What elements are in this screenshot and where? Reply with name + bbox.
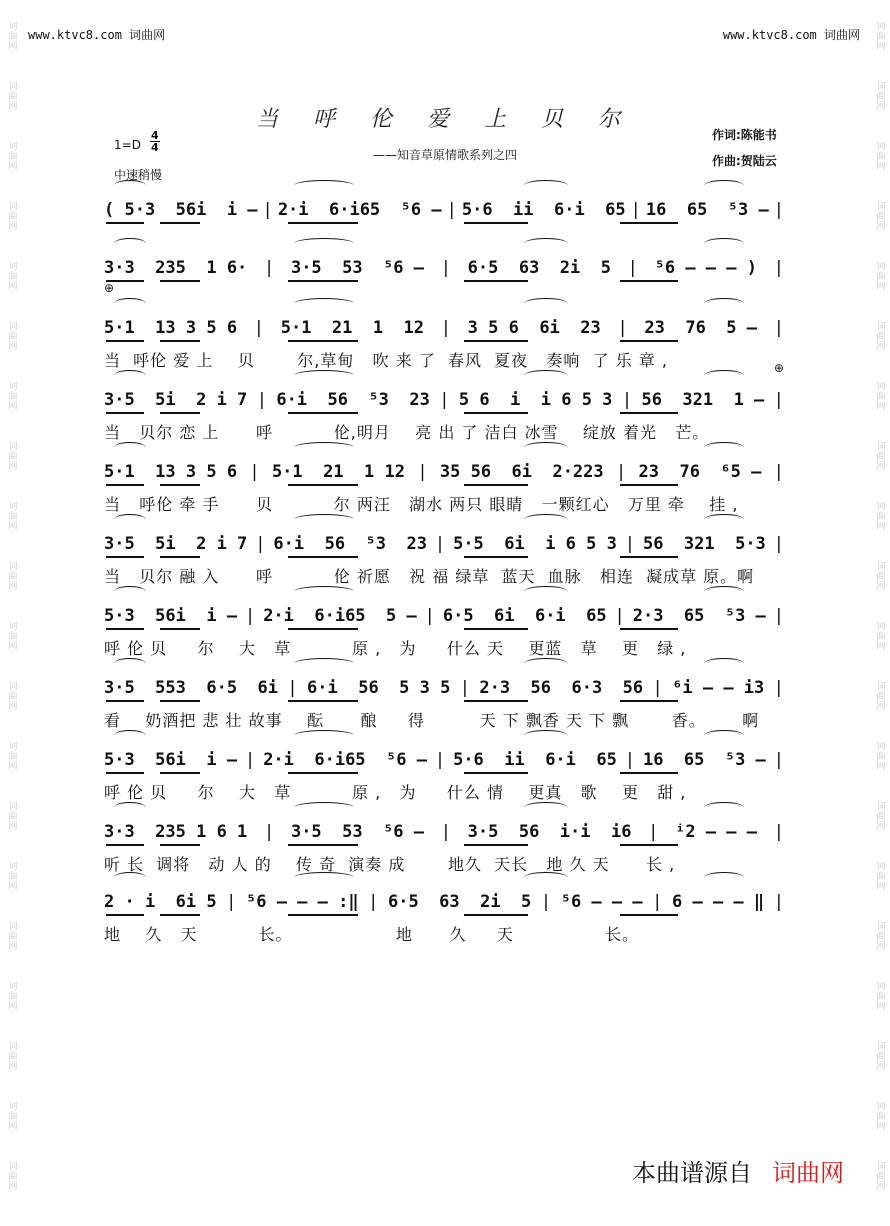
measure: 56 321 1 — <box>641 390 765 410</box>
slur <box>524 298 568 309</box>
measure: 3 5 6 6i 23 <box>467 318 601 338</box>
underline-beam <box>288 914 358 916</box>
notation-line <box>104 376 784 410</box>
underline-beam <box>106 914 144 916</box>
measure: ⁵6 — — — :‖ <box>246 892 359 912</box>
notation-line <box>104 736 784 770</box>
slur <box>114 872 146 883</box>
rhythm-underlines <box>104 914 784 916</box>
underline-beam <box>160 484 200 486</box>
watermark-mark: 词曲网 <box>874 501 885 531</box>
underline-beam <box>160 222 200 224</box>
tempo-marking: 中速稍慢 <box>114 168 163 182</box>
measure: 3·5 5i 2 i 7 <box>104 534 248 554</box>
watermark-mark: 词曲网 <box>874 1161 885 1191</box>
underline-beam <box>464 222 528 224</box>
measure: 6·5 6i 6·i 65 <box>442 606 607 626</box>
barline: | <box>434 534 446 554</box>
measure: 2·i 6·i65 5 — <box>263 606 417 626</box>
watermark-mark: 词曲网 <box>874 201 885 231</box>
barline: | <box>773 318 784 338</box>
underline-beam <box>288 628 358 630</box>
lyrics-line: 呼 伦 贝 尔 大 草 原 , 为 什么 天 更蓝 草 更 绿 , <box>104 639 687 658</box>
barline: | <box>624 534 636 554</box>
underline-beam <box>620 556 678 558</box>
watermark-mark: 词曲网 <box>6 1161 17 1191</box>
site-header-left[interactable]: www.ktvc8.com 词曲网 <box>28 28 166 42</box>
watermark-mark: 词曲网 <box>6 501 17 531</box>
barline: | <box>773 390 784 410</box>
barline: | <box>245 750 256 770</box>
barline: | <box>630 200 641 220</box>
underline-beam <box>620 628 678 630</box>
underline-beam <box>106 700 144 702</box>
barline: | <box>773 678 784 698</box>
measure: 16 65 ⁵3 — <box>642 750 766 770</box>
watermark-mark: 词曲网 <box>6 1101 17 1131</box>
watermark-mark: 词曲网 <box>874 921 885 951</box>
slur <box>704 730 744 741</box>
slur <box>524 514 568 525</box>
measure: ⁶i — — i3 <box>672 678 765 698</box>
measure: 16 65 ⁵3 — <box>645 200 769 220</box>
barline: | <box>264 258 275 278</box>
time-signature <box>150 130 160 153</box>
slur <box>704 658 744 669</box>
lyrics-line: 当 贝尔 融 入 呼 伦 祈愿 祝 福 绿草 蓝天 血脉 相连 凝成草 原。啊 <box>104 567 755 586</box>
composer-credit: 作曲:贺陆云 <box>712 154 777 168</box>
measure: 2·3 65 ⁵3 — <box>632 606 766 626</box>
watermark-mark: 词曲网 <box>6 261 17 291</box>
slur <box>524 370 568 381</box>
watermark-mark: 词曲网 <box>874 561 885 591</box>
left-watermark-strip <box>0 0 22 1226</box>
barline: | <box>773 200 784 220</box>
slur <box>114 658 146 669</box>
barline: | <box>652 678 663 698</box>
underline-beam <box>106 556 144 558</box>
underline-beam <box>288 484 358 486</box>
measure: 5·6 ii 6·i 65 <box>461 200 626 220</box>
slur <box>704 298 744 309</box>
slur <box>524 238 568 249</box>
rhythm-underlines <box>104 340 784 342</box>
barline: | <box>773 462 784 482</box>
slur <box>704 872 744 883</box>
underline-beam <box>288 772 358 774</box>
slur <box>524 442 568 453</box>
slur <box>114 180 146 191</box>
barline: | <box>648 822 659 842</box>
underline-beam <box>106 844 144 846</box>
barline: | <box>446 200 457 220</box>
underline-beam <box>160 844 200 846</box>
notation-line <box>104 520 784 554</box>
slur <box>114 238 146 249</box>
barline: | <box>368 892 379 912</box>
measure: ⁵6 — — — ) <box>654 258 757 278</box>
slur <box>524 586 568 597</box>
watermark-mark: 词曲网 <box>6 741 17 771</box>
underline-beam <box>106 772 144 774</box>
slur <box>114 514 146 525</box>
watermark-mark: 词曲网 <box>874 621 885 651</box>
slur <box>704 180 744 191</box>
underline-beam <box>464 484 528 486</box>
right-watermark-strip <box>868 0 890 1226</box>
slur <box>294 180 354 191</box>
measure: 6·i 56 5 3 5 <box>307 678 451 698</box>
underline-beam <box>288 700 358 702</box>
underline-beam <box>464 628 528 630</box>
measure: 3·5 5i 2 i 7 <box>104 390 248 410</box>
lyrics-line: 地 久 天 长。 地 久 天 长。 <box>104 925 640 944</box>
underline-beam <box>160 628 200 630</box>
barline: | <box>614 606 625 626</box>
footer-brand[interactable]: 词曲网 <box>772 1159 844 1187</box>
barline: | <box>773 534 784 554</box>
measure: ( 5·3 56i i — <box>104 200 258 220</box>
measure: 2·3 56 6·3 56 <box>479 678 644 698</box>
measure: 35 56 6i 2·223 <box>439 462 604 482</box>
barline: | <box>256 390 267 410</box>
barline: | <box>440 318 451 338</box>
slur <box>294 514 354 525</box>
watermark-mark: 词曲网 <box>6 441 17 471</box>
underline-beam <box>288 412 358 414</box>
slur <box>294 298 354 309</box>
song-title: 当 呼 伦 爱 上 贝 尔 <box>256 107 634 132</box>
lyrics-line: 听 长 调将 动 人 的 传 奇 演奏 成 地久 天长 地 久 天 长 , <box>104 855 676 874</box>
rhythm-underlines <box>104 222 784 224</box>
watermark-mark: 词曲网 <box>874 681 885 711</box>
underline-beam <box>620 280 678 282</box>
lyrics-line: 当 呼伦 爱 上 贝 尔,草甸 吹 来 了 春风 夏夜 奏响 了 乐 章 , <box>104 351 668 370</box>
time-signature-bottom: 4 <box>151 141 159 154</box>
slur <box>524 180 568 191</box>
measure: 23 76 ⁶5 — <box>638 462 762 482</box>
rhythm-underlines <box>104 412 784 414</box>
measure: 6·5 63 2i 5 <box>467 258 611 278</box>
barline: | <box>440 258 451 278</box>
measure: 5·1 21 1 12 <box>280 318 425 338</box>
watermark-mark: 词曲网 <box>874 21 885 51</box>
measure: ⁵6 — — — <box>560 892 643 912</box>
watermark-mark: 词曲网 <box>874 861 885 891</box>
notation-line <box>104 186 784 220</box>
measure: ⁱ2 — — — <box>675 822 757 842</box>
slur <box>294 370 354 381</box>
underline-beam <box>620 844 678 846</box>
watermark-mark: 词曲网 <box>6 141 17 171</box>
barline: | <box>417 462 428 482</box>
slur <box>294 872 354 883</box>
notation-line <box>104 808 784 842</box>
notation-line <box>104 448 784 482</box>
slur <box>704 802 744 813</box>
barline: | <box>434 750 446 770</box>
watermark-mark: 词曲网 <box>6 561 17 591</box>
measure: 5·1 21 1 12 <box>271 462 405 482</box>
underline-beam <box>106 412 144 414</box>
watermark-mark: 词曲网 <box>6 381 17 411</box>
slur <box>114 586 146 597</box>
measure: 3·3 235 1 6 1 <box>104 822 248 842</box>
watermark-mark: 词曲网 <box>874 1101 885 1131</box>
rhythm-underlines <box>104 280 784 282</box>
rhythm-underlines <box>104 772 784 774</box>
barline: | <box>439 390 450 410</box>
time-signature-top: 4 <box>151 129 159 142</box>
underline-beam <box>106 340 144 342</box>
barline: | <box>287 678 298 698</box>
underline-beam <box>160 700 200 702</box>
slur <box>114 370 146 381</box>
watermark-mark: 词曲网 <box>874 441 885 471</box>
underline-beam <box>106 222 144 224</box>
measure: 6·i 56 ⁵3 23 <box>276 390 430 410</box>
coda-icon: ⊕ <box>104 281 115 295</box>
rhythm-underlines <box>104 844 784 846</box>
underline-beam <box>160 280 200 282</box>
lyrics-line: 呼 伦 贝 尔 大 草 原 , 为 什么 情 更真 歌 更 甜 , <box>104 783 687 802</box>
slur <box>294 586 354 597</box>
watermark-mark: 词曲网 <box>874 1041 885 1071</box>
notation-line <box>104 244 784 278</box>
barline: | <box>459 678 470 698</box>
footer-source <box>632 1153 844 1188</box>
watermark-mark: 词曲网 <box>874 81 885 111</box>
lyrics-line: 当 贝尔 恋 上 呼 伦,明月 亮 出 了 洁白 冰雪 绽放 着光 芒。 <box>104 423 710 442</box>
watermark-mark: 词曲网 <box>6 321 17 351</box>
watermark-mark: 词曲网 <box>6 681 17 711</box>
underline-beam <box>464 700 528 702</box>
slur <box>114 298 146 309</box>
notation-line <box>104 592 784 626</box>
slur <box>294 802 354 813</box>
slur <box>704 514 744 525</box>
underline-beam <box>106 484 144 486</box>
notation-line <box>104 304 784 338</box>
measure: 5·1 13 3 5 6 <box>104 318 238 338</box>
underline-beam <box>464 340 528 342</box>
underline-beam <box>464 412 528 414</box>
slur <box>524 802 568 813</box>
key-signature: 1=D <box>114 138 141 152</box>
barline: | <box>540 892 552 912</box>
barline: | <box>621 390 633 410</box>
underline-beam <box>288 222 358 224</box>
slur <box>524 730 568 741</box>
barline: | <box>617 318 628 338</box>
lyrics-line: 看 奶酒把 悲 壮 故事 酝 酿 得 天 下 飘香 天 下 飘 香。 啊 <box>104 711 760 730</box>
measure: 3·3 235 1 6· <box>104 258 248 278</box>
barline: | <box>424 606 435 626</box>
underline-beam <box>288 844 358 846</box>
notation-line <box>104 664 784 698</box>
slur <box>524 658 568 669</box>
barline: | <box>245 606 256 626</box>
watermark-mark: 词曲网 <box>874 981 885 1011</box>
measure: 3·5 53 ⁵6 — <box>290 258 425 278</box>
measure: 5·6 ii 6·i 65 <box>453 750 617 770</box>
underline-beam <box>620 222 678 224</box>
underline-beam <box>620 412 678 414</box>
watermark-mark: 词曲网 <box>874 321 885 351</box>
watermark-mark: 词曲网 <box>6 861 17 891</box>
watermark-mark: 词曲网 <box>6 621 17 651</box>
barline: | <box>264 822 275 842</box>
slur <box>294 442 354 453</box>
coda-icon: ⊕ <box>774 361 785 375</box>
measure: 6·5 63 2i 5 <box>388 892 532 912</box>
underline-beam <box>160 556 200 558</box>
slur <box>704 370 744 381</box>
watermark-mark: 词曲网 <box>6 81 17 111</box>
notation-line <box>104 878 784 912</box>
slur <box>524 872 568 883</box>
slur <box>114 802 146 813</box>
barline: | <box>615 462 627 482</box>
measure: 5·3 56i i — <box>104 750 238 770</box>
measure: 23 76 5 — <box>644 318 757 338</box>
measure: 3·5 56 i·i i6 <box>467 822 632 842</box>
slur <box>114 730 146 741</box>
rhythm-underlines <box>104 484 784 486</box>
underline-beam <box>160 412 200 414</box>
underline-beam <box>288 280 358 282</box>
underline-beam <box>464 914 528 916</box>
barline: | <box>226 892 237 912</box>
barline: | <box>624 750 636 770</box>
watermark-mark: 词曲网 <box>6 921 17 951</box>
footer-source-label: 本曲谱源自 <box>632 1159 752 1187</box>
barline: | <box>773 606 784 626</box>
watermark-mark: 词曲网 <box>6 201 17 231</box>
slur <box>704 586 744 597</box>
underline-beam <box>288 556 358 558</box>
underline-beam <box>620 340 678 342</box>
slur <box>114 442 146 453</box>
underline-beam <box>620 700 678 702</box>
measure: 56 321 5·3 <box>642 534 766 554</box>
underline-beam <box>620 772 678 774</box>
rhythm-underlines <box>104 700 784 702</box>
underline-beam <box>288 340 358 342</box>
barline: | <box>440 822 451 842</box>
rhythm-underlines <box>104 556 784 558</box>
watermark-mark: 词曲网 <box>874 261 885 291</box>
site-header-right[interactable]: www.ktvc8.com 词曲网 <box>722 28 860 42</box>
watermark-mark: 词曲网 <box>6 21 17 51</box>
measure: 2 · i 6i 5 <box>104 892 217 912</box>
measure: 5·5 6i i 6 5 3 <box>453 534 617 554</box>
underline-beam <box>464 556 528 558</box>
underline-beam <box>160 340 200 342</box>
measure: 2·i 6·i65 ⁵6 — <box>263 750 427 770</box>
barline: | <box>249 462 260 482</box>
measure: 3·5 53 ⁵6 — <box>290 822 425 842</box>
measure: 5·1 13 3 5 6 <box>104 462 238 482</box>
measure: 5 6 i i 6 5 3 <box>458 390 613 410</box>
barline: | <box>255 534 266 554</box>
barline: | <box>253 318 265 338</box>
underline-beam <box>160 914 200 916</box>
barline: | <box>262 200 273 220</box>
lyrics-line: 当 呼伦 牵 手 贝 尔 两汪 湖水 两只 眼睛 一颗红心 万里 牵 挂 , <box>104 495 739 514</box>
measure: 3·5 553 6·5 6i <box>104 678 278 698</box>
underline-beam <box>160 772 200 774</box>
watermark-mark: 词曲网 <box>874 801 885 831</box>
underline-beam <box>620 484 678 486</box>
barline: | <box>627 258 638 278</box>
watermark-mark: 词曲网 <box>874 741 885 771</box>
slur <box>704 238 744 249</box>
barline: | <box>773 258 784 278</box>
watermark-mark: 词曲网 <box>874 141 885 171</box>
watermark-mark: 词曲网 <box>6 981 17 1011</box>
barline: | <box>773 892 784 912</box>
measure: 6·i 56 ⁵3 23 <box>273 534 427 554</box>
slur <box>294 658 354 669</box>
barline: | <box>773 750 784 770</box>
underline-beam <box>620 914 678 916</box>
measure: 5·3 56i i — <box>104 606 238 626</box>
rhythm-underlines <box>104 628 784 630</box>
underline-beam <box>464 772 528 774</box>
slur <box>294 238 354 249</box>
watermark-mark: 词曲网 <box>6 1041 17 1071</box>
underline-beam <box>106 628 144 630</box>
song-subtitle: ——知音草原情歌系列之四 <box>372 148 517 162</box>
slur <box>704 442 744 453</box>
lyricist-credit: 作词:陈能书 <box>712 128 777 142</box>
barline: | <box>652 892 663 912</box>
underline-beam <box>464 844 528 846</box>
measure: 6 — — — ‖ <box>672 892 765 912</box>
watermark-mark: 词曲网 <box>6 801 17 831</box>
barline: | <box>773 822 784 842</box>
watermark-mark: 词曲网 <box>874 381 885 411</box>
measure: 2·i 6·i65 ⁵6 — <box>277 200 442 220</box>
underline-beam <box>464 280 528 282</box>
slur <box>294 730 354 741</box>
